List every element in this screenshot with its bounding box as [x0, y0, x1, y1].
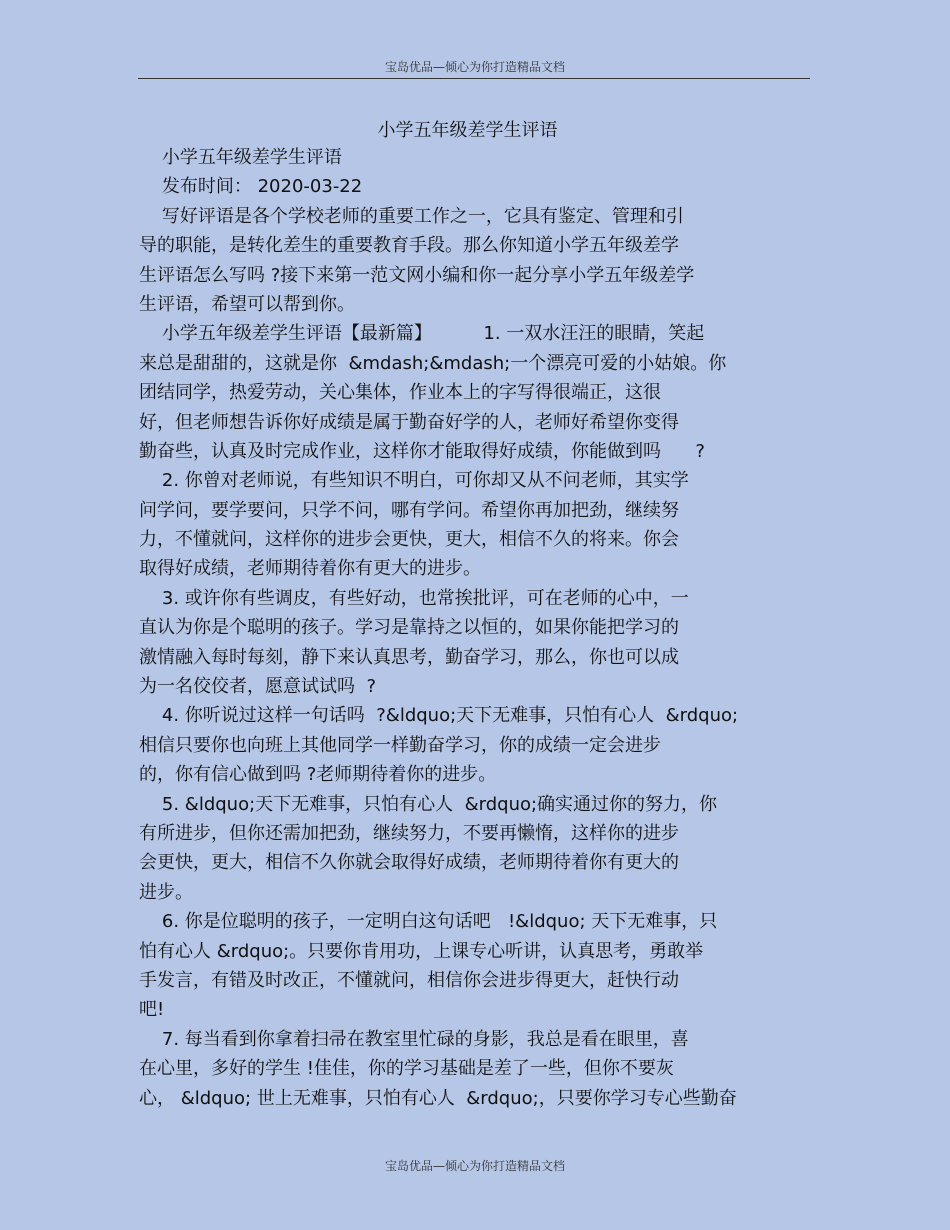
- body-text-line: 生评语，希望可以帮到你。: [139, 293, 355, 315]
- header-divider: [138, 78, 810, 79]
- body-text-line: 发布时间： 2020-03-22: [139, 176, 363, 198]
- body-text-line: 的，你有信心做到吗 ?老师期待着你的进步。: [139, 764, 497, 786]
- body-text-line: 会更快，更大，相信不久你就会取得好成绩，老师期待着你有更大的: [139, 852, 679, 874]
- body-text-line: 力，不懂就问，这样你的进步会更快，更大，相信不久的将来。你会: [139, 529, 679, 551]
- body-text-line: 吧!: [139, 999, 165, 1021]
- body-text-line: 来总是甜甜的，这就是你 &mdash;&mdash;一个漂亮可爱的小姑娘。你: [139, 352, 727, 374]
- body-text-line: 4. 你听说过这样一句话吗 ?&ldquo;天下无难事，只怕有心人 &rdquo;: [139, 705, 739, 727]
- page-header: 宝岛优品—倾心为你打造精品文档: [384, 60, 565, 74]
- body-text-line: 勤奋些，认真及时完成作业，这样你才能取得好成绩，你能做到吗 ?: [139, 440, 705, 462]
- body-text-line: 心， &ldquo; 世上无难事，只怕有心人 &rdquo;，只要你学习专心些勤奋: [139, 1087, 737, 1109]
- body-text-line: 直认为你是个聪明的孩子。学习是靠持之以恒的，如果你能把学习的: [139, 617, 679, 639]
- body-text-line: 问学问，要学要问，只学不问，哪有学问。希望你再加把劲，继续努: [139, 499, 679, 521]
- body-text-line: 取得好成绩，老师期待着你有更大的进步。: [139, 558, 481, 580]
- body-text-line: 7. 每当看到你拿着扫帚在教室里忙碌的身影，我总是看在眼里，喜: [139, 1028, 689, 1050]
- body-text-line: 导的职能，是转化差生的重要教育手段。那么你知道小学五年级差学: [139, 235, 679, 257]
- body-text-line: 团结同学，热爱劳动，关心集体，作业本上的字写得很端正，这很: [139, 382, 661, 404]
- body-text-line: 2. 你曾对老师说，有些知识不明白，可你却又从不问老师，其实学: [139, 470, 689, 492]
- body-text-line: 为一名佼佼者，愿意试试吗 ?: [139, 676, 376, 698]
- body-text-line: 好，但老师想告诉你好成绩是属于勤奋好学的人，老师好希望你变得: [139, 411, 679, 433]
- body-text-line: 生评语怎么写吗 ?接下来第一范文网小编和你一起分享小学五年级差学: [139, 264, 695, 286]
- body-text-line: 3. 或许你有些调皮，有些好动，也常挨批评，可在老师的心中，一: [139, 587, 689, 609]
- document-body: [139, 143, 799, 1113]
- body-text-line: 在心里，多好的学生 !佳佳，你的学习基础是差了一些，但你不要灰: [139, 1058, 674, 1080]
- page-footer: 宝岛优品—倾心为你打造精品文档: [384, 1159, 565, 1173]
- body-text-line: 激情融入每时每刻，静下来认真思考，勤奋学习，那么，你也可以成: [139, 646, 679, 668]
- body-text-line: 6. 你是位聪明的孩子，一定明白这句话吧 !&ldquo; 天下无难事，只: [139, 911, 718, 933]
- body-text-line: 有所进步，但你还需加把劲，继续努力，不要再懒惰，这样你的进步: [139, 822, 679, 844]
- body-text-line: 写好评语是各个学校老师的重要工作之一，它具有鉴定、管理和引: [139, 205, 684, 227]
- body-text-line: 5. &ldquo;天下无难事，只怕有心人 &rdquo;确实通过你的努力，你: [139, 793, 718, 815]
- body-text-line: 进步。: [139, 881, 193, 903]
- body-text-line: 小学五年级差学生评语【最新篇】 1. 一双水汪汪的眼睛，笑起: [139, 323, 705, 345]
- body-text-line: 怕有心人 &rdquo;。只要你肯用功，上课专心听讲，认真思考，勇敢举: [139, 940, 704, 962]
- body-text-line: 小学五年级差学生评语: [139, 147, 342, 168]
- body-text-line: 相信只要你也向班上其他同学一样勤奋学习，你的成绩一定会进步: [139, 734, 661, 756]
- document-title: 小学五年级差学生评语: [377, 120, 558, 141]
- body-text-line: 手发言，有错及时改正，不懂就问，相信你会进步得更大，赶快行动: [139, 969, 679, 991]
